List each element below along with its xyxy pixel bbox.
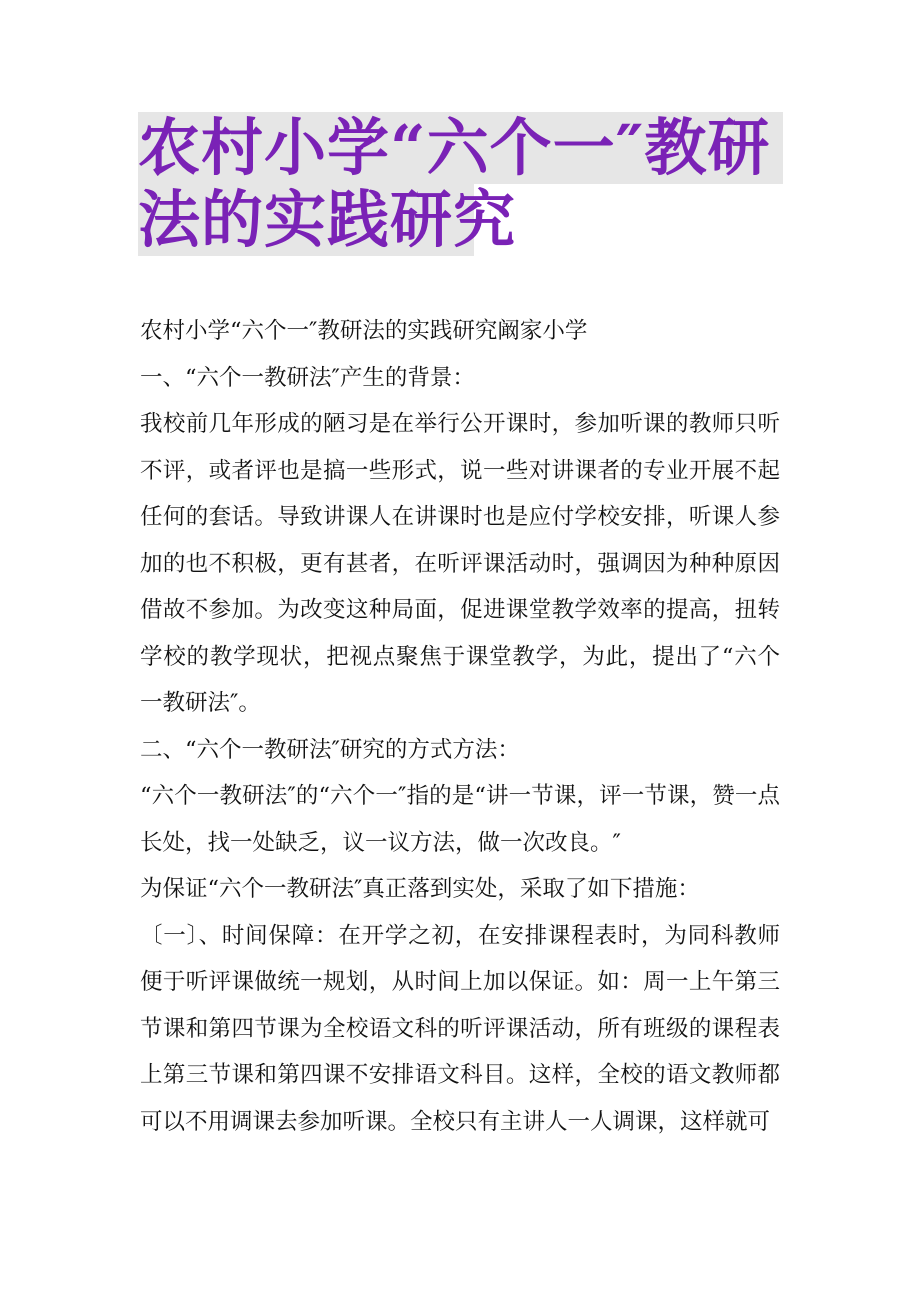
title-line-1: 农村小学“六个一″教研 xyxy=(138,112,783,184)
paragraph-measures-intro: 为保证“六个一教研法″真正落到实处，采取了如下措施： xyxy=(140,876,700,902)
section-heading-2: 二、“六个一教研法″研究的方式方法： xyxy=(140,736,520,763)
paragraph-definition: “六个一教研法″的“六个一″指的是“讲一节课，评一节课，赞一点长处，找一处缺乏，议一议方法，做一次改良。″ xyxy=(140,783,780,856)
paragraph-subtitle: 农村小学“六个一″教研法的实践研究阚家小学 xyxy=(140,318,588,344)
document-body xyxy=(140,308,780,1145)
section-heading-1: 一、“六个一教研法″产生的背景： xyxy=(140,364,475,391)
title-line-2: 法的实践研究 xyxy=(138,183,517,256)
paragraph-time-guarantee: 〔一〕、时间保障：在开学之初，在安排课程表时，为同科教师便于听评课做统一规划，从时间上加以保证。如：周一上午第三节课和第四节课为全校语文科的听评课活动，所有班级的课程表上第三节课和第四课不安排语文科目。这样，全校的语文教师都可以不用调课去参加听课。全校只有主讲人一人调课，这样就可 xyxy=(140,922,780,1135)
document-title xyxy=(138,112,783,256)
paragraph-background: 我校前几年形成的陋习是在举行公开课时，参加听课的教师只听不评，或者评也是搞一些形式，说一些对讲课者的专业开展不起任何的套话。导致讲课人在讲课时也是应付学校安排，听课人参加的也不积极，更有甚者，在听评课活动时，强调因为种种原因借故不参加。为改变这种局面，促进课堂教学效率的提高，扭转学校的教学现状，把视点聚焦于课堂教学，为此，提出了“六个一教研法″。 xyxy=(140,411,780,716)
